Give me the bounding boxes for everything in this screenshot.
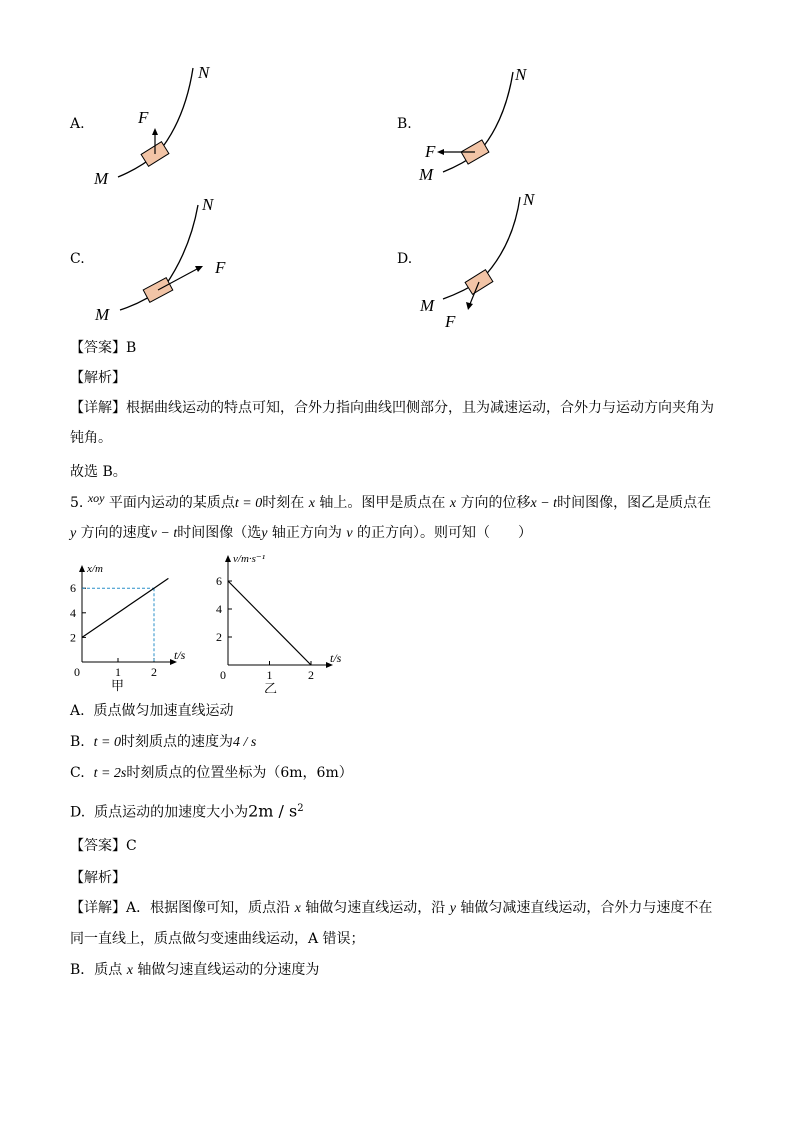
q5-option-b: B. t = 0时刻质点的速度为4 / s [70, 734, 257, 750]
q5-answer [70, 836, 137, 856]
x-axis-label: t/s [174, 648, 186, 662]
q4-analysis-heading: 【解析】 [70, 370, 126, 386]
option-c-label: C. [70, 251, 85, 267]
start-label: M [420, 296, 435, 315]
chart-name-label: 乙 [264, 681, 278, 693]
end-label: N [515, 65, 527, 84]
x-tick-label: 1 [115, 665, 121, 679]
arrow-head [466, 302, 473, 310]
q5-detail-line2: 同一直线上，质点做匀变速曲线运动，A 错误； [70, 931, 365, 947]
start-label: M [419, 165, 434, 184]
series-line [82, 578, 168, 637]
y-axis-arrow [79, 565, 85, 572]
option-d-label: D. [397, 251, 413, 267]
answer-tag: 【答案】 [70, 340, 126, 356]
chart-name-label: 甲 [111, 678, 125, 693]
y-tick-label: 2 [216, 630, 222, 644]
answer-tag: 【答案】 [70, 838, 126, 854]
force-label: F [445, 312, 456, 330]
y-tick-label: 6 [216, 574, 222, 588]
y-tick-label: 4 [70, 605, 76, 620]
arrow-head [152, 128, 158, 135]
option-a-diagram [85, 60, 235, 195]
end-label: N [523, 190, 535, 209]
q5-analysis-heading: 【解析】 [70, 870, 126, 886]
y-tick-label: 4 [216, 602, 222, 616]
q4-conclusion: 故选 B。 [70, 464, 127, 480]
q5-stem-line2: y 方向的速度v − t时间图像（选y 轴正方向为 v 的正方向）。则可知（ ） [70, 525, 533, 541]
start-label: M [95, 305, 110, 324]
y-axis-label: x/m [87, 563, 103, 575]
q5-detail-line3: B．质点 x 轴做匀速直线运动的分速度为 [70, 962, 320, 978]
q4-detail-line2: 钝角。 [70, 430, 112, 446]
q5-option-a: A. 质点做匀加速直线运动 [70, 703, 234, 719]
option-a-label: A. [70, 116, 85, 132]
y-axis-arrow [225, 555, 231, 562]
q4-detail-line1: 【详解】根据曲线运动的特点可知，合外力指向曲线凹侧部分，且为减速运动，合外力与运动方向夹角为 [70, 400, 714, 416]
q5-stem-line1: 5. xoy 平面内运动的某质点t = 0时刻在 x 轴上。图甲是质点在 x 方向的位移x − t时间图像，图乙是质点在 [70, 491, 712, 511]
force-label: F [425, 142, 436, 161]
y-tick-label: 2 [70, 630, 76, 645]
option-b-diagram [415, 60, 545, 190]
x-tick-label: 2 [308, 668, 314, 682]
option-c-diagram [85, 190, 245, 330]
force-label: F [138, 108, 149, 127]
y-axis-label: v/m·s⁻¹ [233, 553, 266, 565]
q5-detail-line1: 【详解】A．根据图像可知，质点沿 x 轴做匀速直线运动，沿 y 轴做匀减速直线运动，合外力与速度不在 [70, 900, 713, 916]
q5-option-d: D. 质点运动的加速度大小为$2m / s^2$ [70, 801, 304, 821]
start-label: M [94, 169, 109, 188]
q4-answer [70, 338, 136, 358]
x-axis-label: t/s [330, 651, 342, 665]
answer-value: C [126, 838, 137, 854]
y-tick-label: 6 [70, 581, 76, 596]
x-tick-label: 2 [151, 665, 157, 679]
question-number: 5. [70, 495, 84, 511]
end-label: N [198, 63, 210, 82]
x-tick-label: 0 [220, 668, 226, 682]
option-b-label: B. [397, 116, 412, 132]
end-label: N [202, 195, 214, 214]
chart-jia [65, 555, 205, 695]
chart-yi [210, 548, 360, 693]
detail-tag: 【详解】 [70, 400, 126, 416]
x-tick-label: 1 [266, 668, 273, 682]
option-d-diagram [415, 185, 555, 330]
q5-option-c: C. t = 2s时刻质点的位置坐标为（6m，6m） [70, 765, 353, 781]
x-tick-label: 0 [74, 665, 80, 679]
series-line [228, 581, 311, 665]
force-label: F [215, 258, 226, 277]
arrow-head [437, 149, 444, 155]
answer-value: B [126, 340, 137, 356]
